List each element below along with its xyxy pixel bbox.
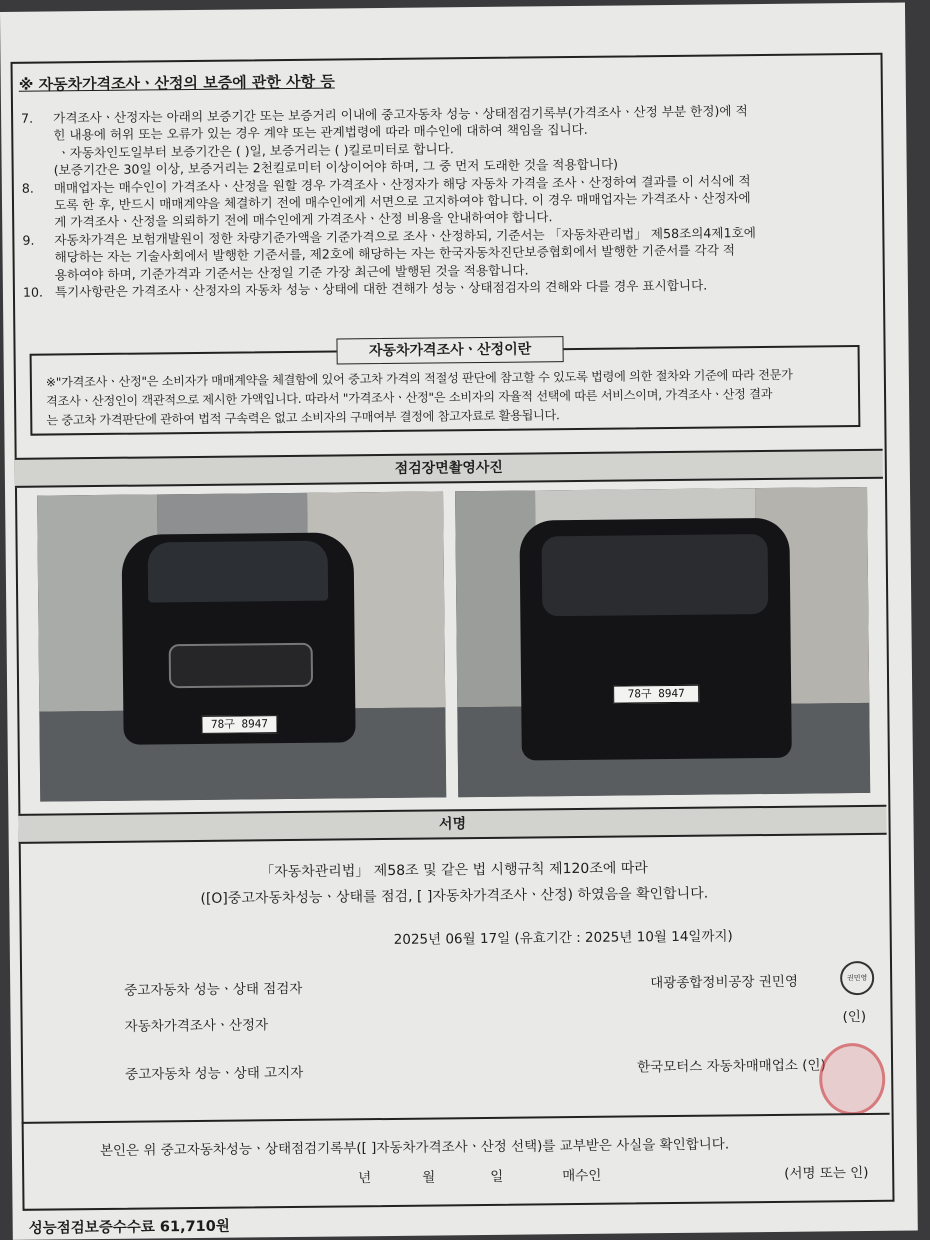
photo-section-title: 점검장면촬영사진 <box>15 449 883 488</box>
inspector-seal: 권민영 <box>840 961 874 995</box>
item-line: (보증기간은 30일 이상, 보증거리는 2천킬로미터 이상이어야 하며, 그 중 먼저 도래한 것을 적용합니다) <box>53 156 619 178</box>
statement-line: ([O]중고자동차성능ㆍ상태를 점검, [ ]자동차가격조사ㆍ산정) 하였음을 확인합니다. <box>200 885 709 907</box>
notice-item-7 <box>21 101 867 179</box>
notice-items <box>21 101 868 301</box>
receipt-statement: 본인은 위 중고자동차성능ㆍ상태점검기록부([ ]자동차가격조사ㆍ산정 선택)를 교부받은 사실을 확인합니다. <box>99 1136 730 1160</box>
dealer-red-seal <box>819 1043 886 1116</box>
definition-line: ※"가격조사ㆍ산정"은 소비자가 매매계약을 체결함에 있어 중고차 가격의 적절성 판단에 참고할 수 있도록 법령에 의한 절차와 기준에 따라 전문가 <box>45 367 793 390</box>
item-line: ㆍ자동차인도일부터 보증기간은 ( )일, 보증거리는 ( )킬로미터로 합니다. <box>57 141 454 161</box>
inspector-label: 중고자동차 성능ㆍ상태 점검자 <box>124 980 303 999</box>
front-license-plate: 78구 8947 <box>201 715 277 734</box>
definition-line: 격조사ㆍ산정인이 객관적으로 제시한 가액입니다. 따라서 "가격조사ㆍ산정"은 소비자의 자율적 선택에 따른 서비스이며, 가격조사ㆍ산정 결과 <box>46 386 773 409</box>
item-line: 해당하는 자는 기술사회에서 발행한 기준서를, 제2호에 해당하는 자는 한국자동차진단보증협회에서 발행한 기준서를 각각 적 <box>54 242 736 265</box>
signature-title: 서명 <box>18 805 886 844</box>
receipt-month: 월 <box>422 1169 436 1186</box>
grille <box>169 643 313 689</box>
receipt-year: 년 <box>358 1170 372 1187</box>
appraiser-seal-mark: (인) <box>842 1008 867 1026</box>
inspection-fee: 성능점검보증수수료 61,710원 <box>28 1218 230 1237</box>
signature-statement <box>39 853 869 914</box>
section-title: ※ 자동차가격조사ㆍ산정의 보증에 관한 사항 등 <box>18 72 335 94</box>
receipt-sign: (서명 또는 인) <box>784 1164 869 1182</box>
inspector-name: 대광종합정비공장 권민영 <box>650 973 799 992</box>
definition-title: 자동차가격조사ㆍ산정이란 <box>336 336 563 364</box>
receipt-buyer: 매수인 <box>562 1167 602 1185</box>
notice-item-8 <box>22 171 868 232</box>
item-line: 가격조사ㆍ산정자는 아래의 보증기간 또는 보증거리 이내에 중고자동차 성능ㆍ상태점검기록부(가격조사ㆍ산정 부분 한정)에 적 <box>53 103 748 126</box>
item-number: 7. <box>21 110 34 126</box>
item-number: 10. <box>22 284 44 300</box>
rear-window <box>542 534 769 616</box>
item-line: 게 가격조사ㆍ산정을 의뢰하기 전에 매수인에게 가격조사ㆍ산정 비용을 안내하여야 합니다. <box>54 209 553 230</box>
rear-license-plate: 78구 8947 <box>613 685 699 704</box>
notifier-label: 중고자동차 성능ㆍ상태 고지자 <box>125 1064 304 1083</box>
definition-line: 는 중고차 가격판단에 관하여 법적 구속력은 없고 소비자의 구매여부 결정에 참고자료로 활용됩니다. <box>46 408 560 428</box>
item-line: 힌 내용에 허위 또는 오류가 있는 경우 계약 또는 관계법령에 따라 매수인에 대하여 책임을 집니다. <box>53 122 588 143</box>
item-line: 매매업자는 매수인이 가격조사ㆍ산정을 원할 경우 가격조사ㆍ산정자가 해당 자동차 가격을 조사ㆍ산정하여 결과를 이 서식에 적 <box>53 172 751 196</box>
item-number: 8. <box>21 180 34 196</box>
inspection-date: 2025년 06월 17일 (유효기간 : 2025년 10월 14일까지) <box>393 928 733 948</box>
windshield <box>148 541 329 603</box>
front-vehicle-photo <box>37 491 446 801</box>
notice-item-9 <box>22 223 868 284</box>
item-line: 자동차가격은 보험개발원이 정한 차량기준가액을 기준가격으로 조사ㆍ산정하되, 기준서는 「자동차관리법」 제58조의4제1호에 <box>54 224 756 248</box>
item-line: 용하여야 하며, 기준가격과 기준서는 산정일 기준 가장 최근에 발행된 것을 적용합니다. <box>54 262 529 283</box>
notifier-name: 한국모터스 자동차매매업소 (인) <box>637 1057 826 1076</box>
statement-line: 「자동차관리법」 제58조 및 같은 법 시행규칙 제120조에 따라 <box>260 860 648 881</box>
rear-vehicle-photo <box>455 487 870 797</box>
item-number: 9. <box>22 232 35 248</box>
item-line: 도록 한 후, 반드시 매매계약을 체결하기 전에 매수인에게 서면으로 고지하여야 합니다. 이 경우 매매업자는 가격조사ㆍ산정자에 <box>53 190 751 213</box>
document-page <box>0 3 918 1240</box>
receipt-day: 일 <box>490 1168 504 1185</box>
appraiser-label: 자동차가격조사ㆍ산정자 <box>124 1017 269 1035</box>
item-line: 특기사항란은 가격조사ㆍ산정자의 자동차 성능ㆍ상태에 대한 견해가 성능ㆍ상태점검자의 견해와 다를 경우 표시합니다. <box>54 277 708 300</box>
